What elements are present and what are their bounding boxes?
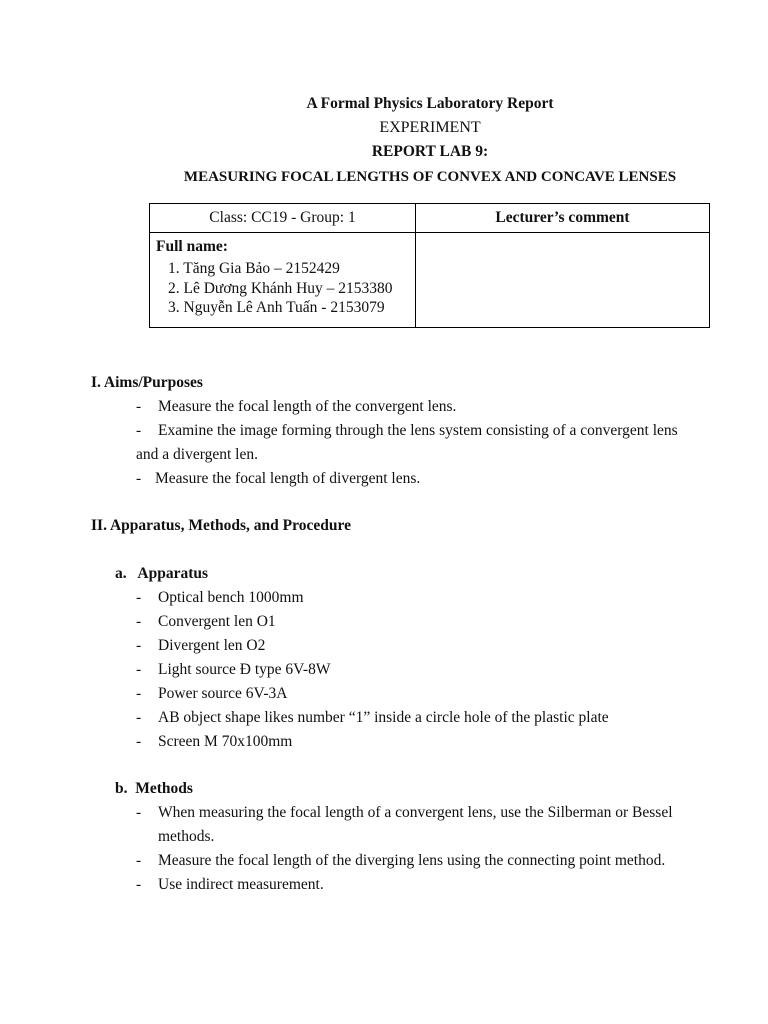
list-item: - AB object shape likes number “1” inside a circle hole of the plastic plate xyxy=(136,709,609,726)
bullet-dash: - xyxy=(136,709,142,726)
bullet-dash: - xyxy=(136,685,142,702)
bullet-dash: - xyxy=(136,804,142,821)
bullet-dash: - xyxy=(136,661,142,678)
lecturer-comment-header xyxy=(416,204,710,233)
bullet-dash: - xyxy=(136,876,142,893)
list-item: - Measure the focal length of divergent lens. xyxy=(136,470,421,487)
list-item: - Measure the focal length of the diverging lens using the connecting point method. xyxy=(136,852,666,869)
bullet-dash: - xyxy=(136,637,142,654)
lecturer-comment-cell xyxy=(416,233,710,328)
class-group: Class: CC19 - Group: 1 xyxy=(209,209,356,226)
list-item: - Screen M 70x100mm xyxy=(136,733,293,750)
experiment-label: EXPERIMENT xyxy=(379,119,481,136)
bullet-dash: - xyxy=(136,398,142,415)
list-item: - Power source 6V-3A xyxy=(136,685,288,702)
list-item: - Measure the focal length of the convergent lens. xyxy=(136,398,457,415)
class-info-table xyxy=(149,203,710,328)
bullet-dash: - xyxy=(136,733,142,750)
apparatus-methods-heading: II. Apparatus, Methods, and Procedure xyxy=(91,517,351,534)
member-item: 2. Lê Dương Khánh Huy – 2153380 xyxy=(168,279,393,297)
list-item: - Light source Đ type 6V-8W xyxy=(136,661,331,678)
bullet-dash: - xyxy=(136,422,142,439)
bullet-dash: - xyxy=(136,852,142,869)
fullname-label: Full name: xyxy=(156,238,228,255)
class-group-cell xyxy=(150,204,416,233)
methods-subheading: b. Methods xyxy=(115,780,193,797)
list-item-continuation: and a divergent len. xyxy=(136,446,258,463)
list-item: - Examine the image forming through the lens system consisting of a convergent lens xyxy=(136,422,678,439)
list-item: - Divergent len O2 xyxy=(136,637,266,654)
experiment-title: MEASURING FOCAL LENGTHS OF CONVEX AND CONCAVE LENSES xyxy=(183,169,677,185)
list-item: - When measuring the focal length of a convergent lens, use the Silberman or Bessel xyxy=(136,804,673,821)
member-item: 1. Tăng Gia Bảo – 2152429 xyxy=(168,260,340,277)
apparatus-subheading: a. Apparatus xyxy=(115,565,209,582)
fullname-cell xyxy=(150,233,416,328)
member-list xyxy=(156,259,415,318)
list-item: - Optical bench 1000mm xyxy=(136,589,304,606)
bullet-dash: - xyxy=(136,470,142,487)
aims-heading: I. Aims/Purposes xyxy=(91,374,203,391)
list-item: - Convergent len O1 xyxy=(136,613,276,630)
report-title: A Formal Physics Laboratory Report xyxy=(306,95,554,112)
bullet-dash: - xyxy=(136,613,142,630)
list-item: - Use indirect measurement. xyxy=(136,876,324,893)
bullet-dash: - xyxy=(136,589,142,606)
member-item: 3. Nguyễn Lê Anh Tuấn - 2153079 xyxy=(168,299,385,316)
lecturer-comment-label: Lecturer’s comment xyxy=(495,209,630,226)
lab-number: REPORT LAB 9: xyxy=(371,143,489,160)
list-item-continuation: methods. xyxy=(158,828,215,845)
